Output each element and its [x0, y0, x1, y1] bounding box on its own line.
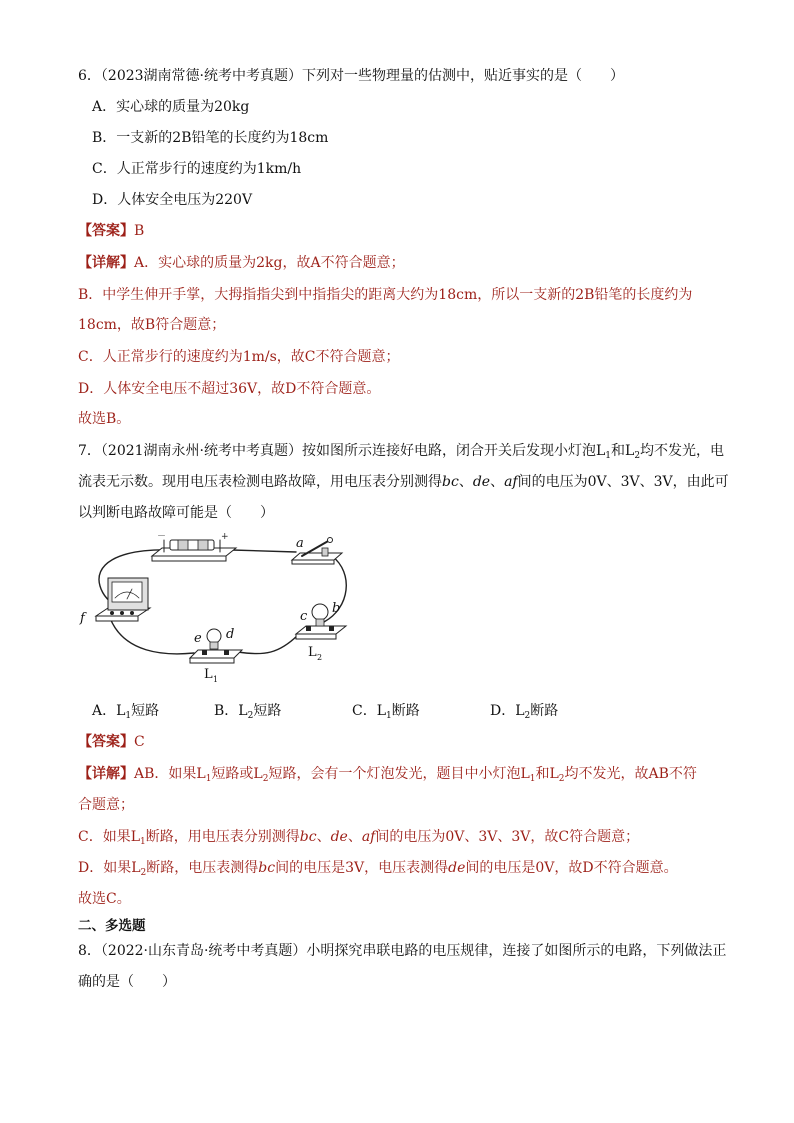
text: 均不发光，故AB不符: [564, 766, 697, 782]
q6-answer: [78, 221, 144, 241]
text: 流表无示数。现用电压表检测电路故障，用电压表分别测得: [78, 474, 442, 490]
subscript: 2: [524, 711, 531, 721]
q7-detail-1: [78, 764, 697, 789]
text: 和L: [611, 443, 635, 459]
subscript: 2: [140, 868, 147, 878]
text: 间的电压是0V，故D不符合题意。: [465, 860, 678, 876]
label-a: a: [296, 536, 304, 551]
segment-af: af: [361, 829, 376, 845]
option-text: 短路: [253, 703, 282, 719]
text: 间的电压是3V，电压表测得: [275, 860, 449, 876]
q6-conclusion: 故选B。: [78, 411, 131, 427]
label-l2: L: [308, 645, 317, 660]
q6-option-a: A．实心球的质量为20kg: [92, 99, 250, 115]
segment-de: de: [448, 860, 466, 876]
segment-bc: bc: [299, 829, 317, 845]
detail-tag: 【详解】: [78, 766, 134, 782]
text: 间的电压为0V、3V、3V，由此可: [517, 474, 729, 490]
q6-detail-3: 18cm，故B符合题意；: [78, 317, 226, 333]
text: 7．（2021湖南永州·统考中考真题）按如图所示连接好电路，闭合开关后发现小灯泡L: [78, 443, 606, 459]
subscript: 1: [386, 711, 392, 721]
option-letter: C．L: [352, 703, 387, 719]
text: AB．如果L: [134, 766, 206, 782]
answer-value: B: [134, 223, 145, 239]
text: 、: [458, 474, 473, 490]
q7-detail-3: [78, 827, 639, 852]
label-e: e: [194, 631, 202, 646]
text: D．如果L: [78, 860, 141, 876]
q6-stem: 6．（2023湖南常德·统考中考真题）下列对一些物理量的估测中，贴近事实的是（ ）: [78, 68, 624, 84]
q6-option-c: C．人正常步行的速度约为1km/h: [92, 161, 302, 177]
text: 短路，会有一个灯泡发光，题目中小灯泡L: [268, 766, 530, 782]
subscript: 2: [262, 774, 269, 784]
q8-stem-line-1: 8．（2022·山东青岛·统考中考真题）小明探究串联电路的电压规律，连接了如图所示的电路，下列做法正: [78, 943, 727, 959]
option-text: 断路: [391, 703, 420, 719]
text: 断路，用电压表分别测得: [145, 829, 300, 845]
battery-icon: [152, 532, 236, 561]
q7-option-a: [92, 700, 159, 721]
wire: [238, 634, 299, 654]
text: 、: [347, 829, 362, 845]
option-letter: D．L: [490, 703, 525, 719]
q6-detail-1: [78, 253, 405, 273]
text: 、: [316, 829, 331, 845]
label-l2-sub: 2: [317, 653, 323, 662]
text: 间的电压为0V、3V、3V，故C符合题意；: [375, 829, 640, 845]
segment-de: de: [330, 829, 348, 845]
battery-minus: －: [157, 532, 167, 542]
q7-stem-line-2: [78, 472, 729, 492]
label-c: c: [300, 609, 308, 624]
text: 短路或L: [211, 766, 263, 782]
text: 、: [490, 474, 505, 490]
option-letter: A．L: [92, 703, 126, 719]
subscript: 2: [634, 451, 641, 461]
text: C．如果L: [78, 829, 141, 845]
segment-af: af: [504, 474, 518, 490]
text: 断路，电压表测得: [146, 860, 259, 876]
q7-answer: [78, 732, 145, 752]
q6-option-d: D．人体安全电压为220V: [92, 192, 253, 208]
answer-value: C: [134, 734, 145, 750]
q6-option-b: B．一支新的2B铅笔的长度约为18cm: [92, 130, 329, 146]
circuit-figure: [74, 528, 364, 688]
voltmeter-icon: [96, 578, 150, 621]
label-l1: L: [204, 667, 213, 682]
answer-tag: 【答案】: [78, 223, 134, 239]
detail-text: A．实心球的质量为2kg，故A不符合题意；: [134, 255, 405, 271]
battery-plus: +: [221, 532, 229, 542]
q7-conclusion: 故选C。: [78, 891, 131, 907]
segment-bc: bc: [258, 860, 276, 876]
segment-de: de: [472, 474, 491, 490]
q7-option-c: [352, 700, 420, 721]
q6-detail-2: B．中学生伸开手掌，大拇指指尖到中指指尖的距离大约为18cm，所以一支新的2B铅笔的长度约为: [78, 287, 693, 303]
wire: [232, 550, 296, 552]
q8-stem-line-2: 确的是（ ）: [78, 974, 176, 990]
q7-options: [92, 700, 692, 722]
q6-detail-5: D．人体安全电压不超过36V，故D不符合题意。: [78, 381, 381, 397]
section-title: 二、多选题: [78, 918, 146, 934]
text: 均不发光，电: [640, 443, 725, 459]
q6-detail-4: C．人正常步行的速度约为1m/s，故C不符合题意；: [78, 349, 400, 365]
subscript: 1: [529, 774, 536, 784]
q7-stem-line-3: 以判断电路故障可能是（ ）: [78, 505, 274, 521]
subscript: 1: [125, 711, 132, 721]
label-b: b: [332, 601, 341, 616]
subscript: 1: [205, 774, 212, 784]
label-l1-sub: 1: [213, 675, 219, 684]
answer-tag: 【答案】: [78, 734, 134, 750]
subscript: 2: [247, 711, 254, 721]
q7-detail-4: [78, 858, 678, 883]
q7-detail-2: 合题意；: [78, 797, 134, 813]
option-text: 断路: [530, 703, 559, 719]
detail-tag: 【详解】: [78, 255, 134, 271]
subscript: 1: [605, 451, 612, 461]
segment-bc: bc: [442, 474, 459, 490]
q7-option-d: [490, 700, 558, 721]
q7-option-b: [214, 700, 281, 721]
option-letter: B．L: [214, 703, 248, 719]
option-text: 短路: [131, 703, 160, 719]
text: 和L: [535, 766, 559, 782]
label-d: d: [226, 627, 235, 642]
wire: [110, 618, 194, 654]
subscript: 1: [140, 837, 146, 847]
q7-stem-line-1: [78, 441, 724, 466]
label-f: f: [80, 611, 85, 626]
subscript: 2: [558, 774, 565, 784]
